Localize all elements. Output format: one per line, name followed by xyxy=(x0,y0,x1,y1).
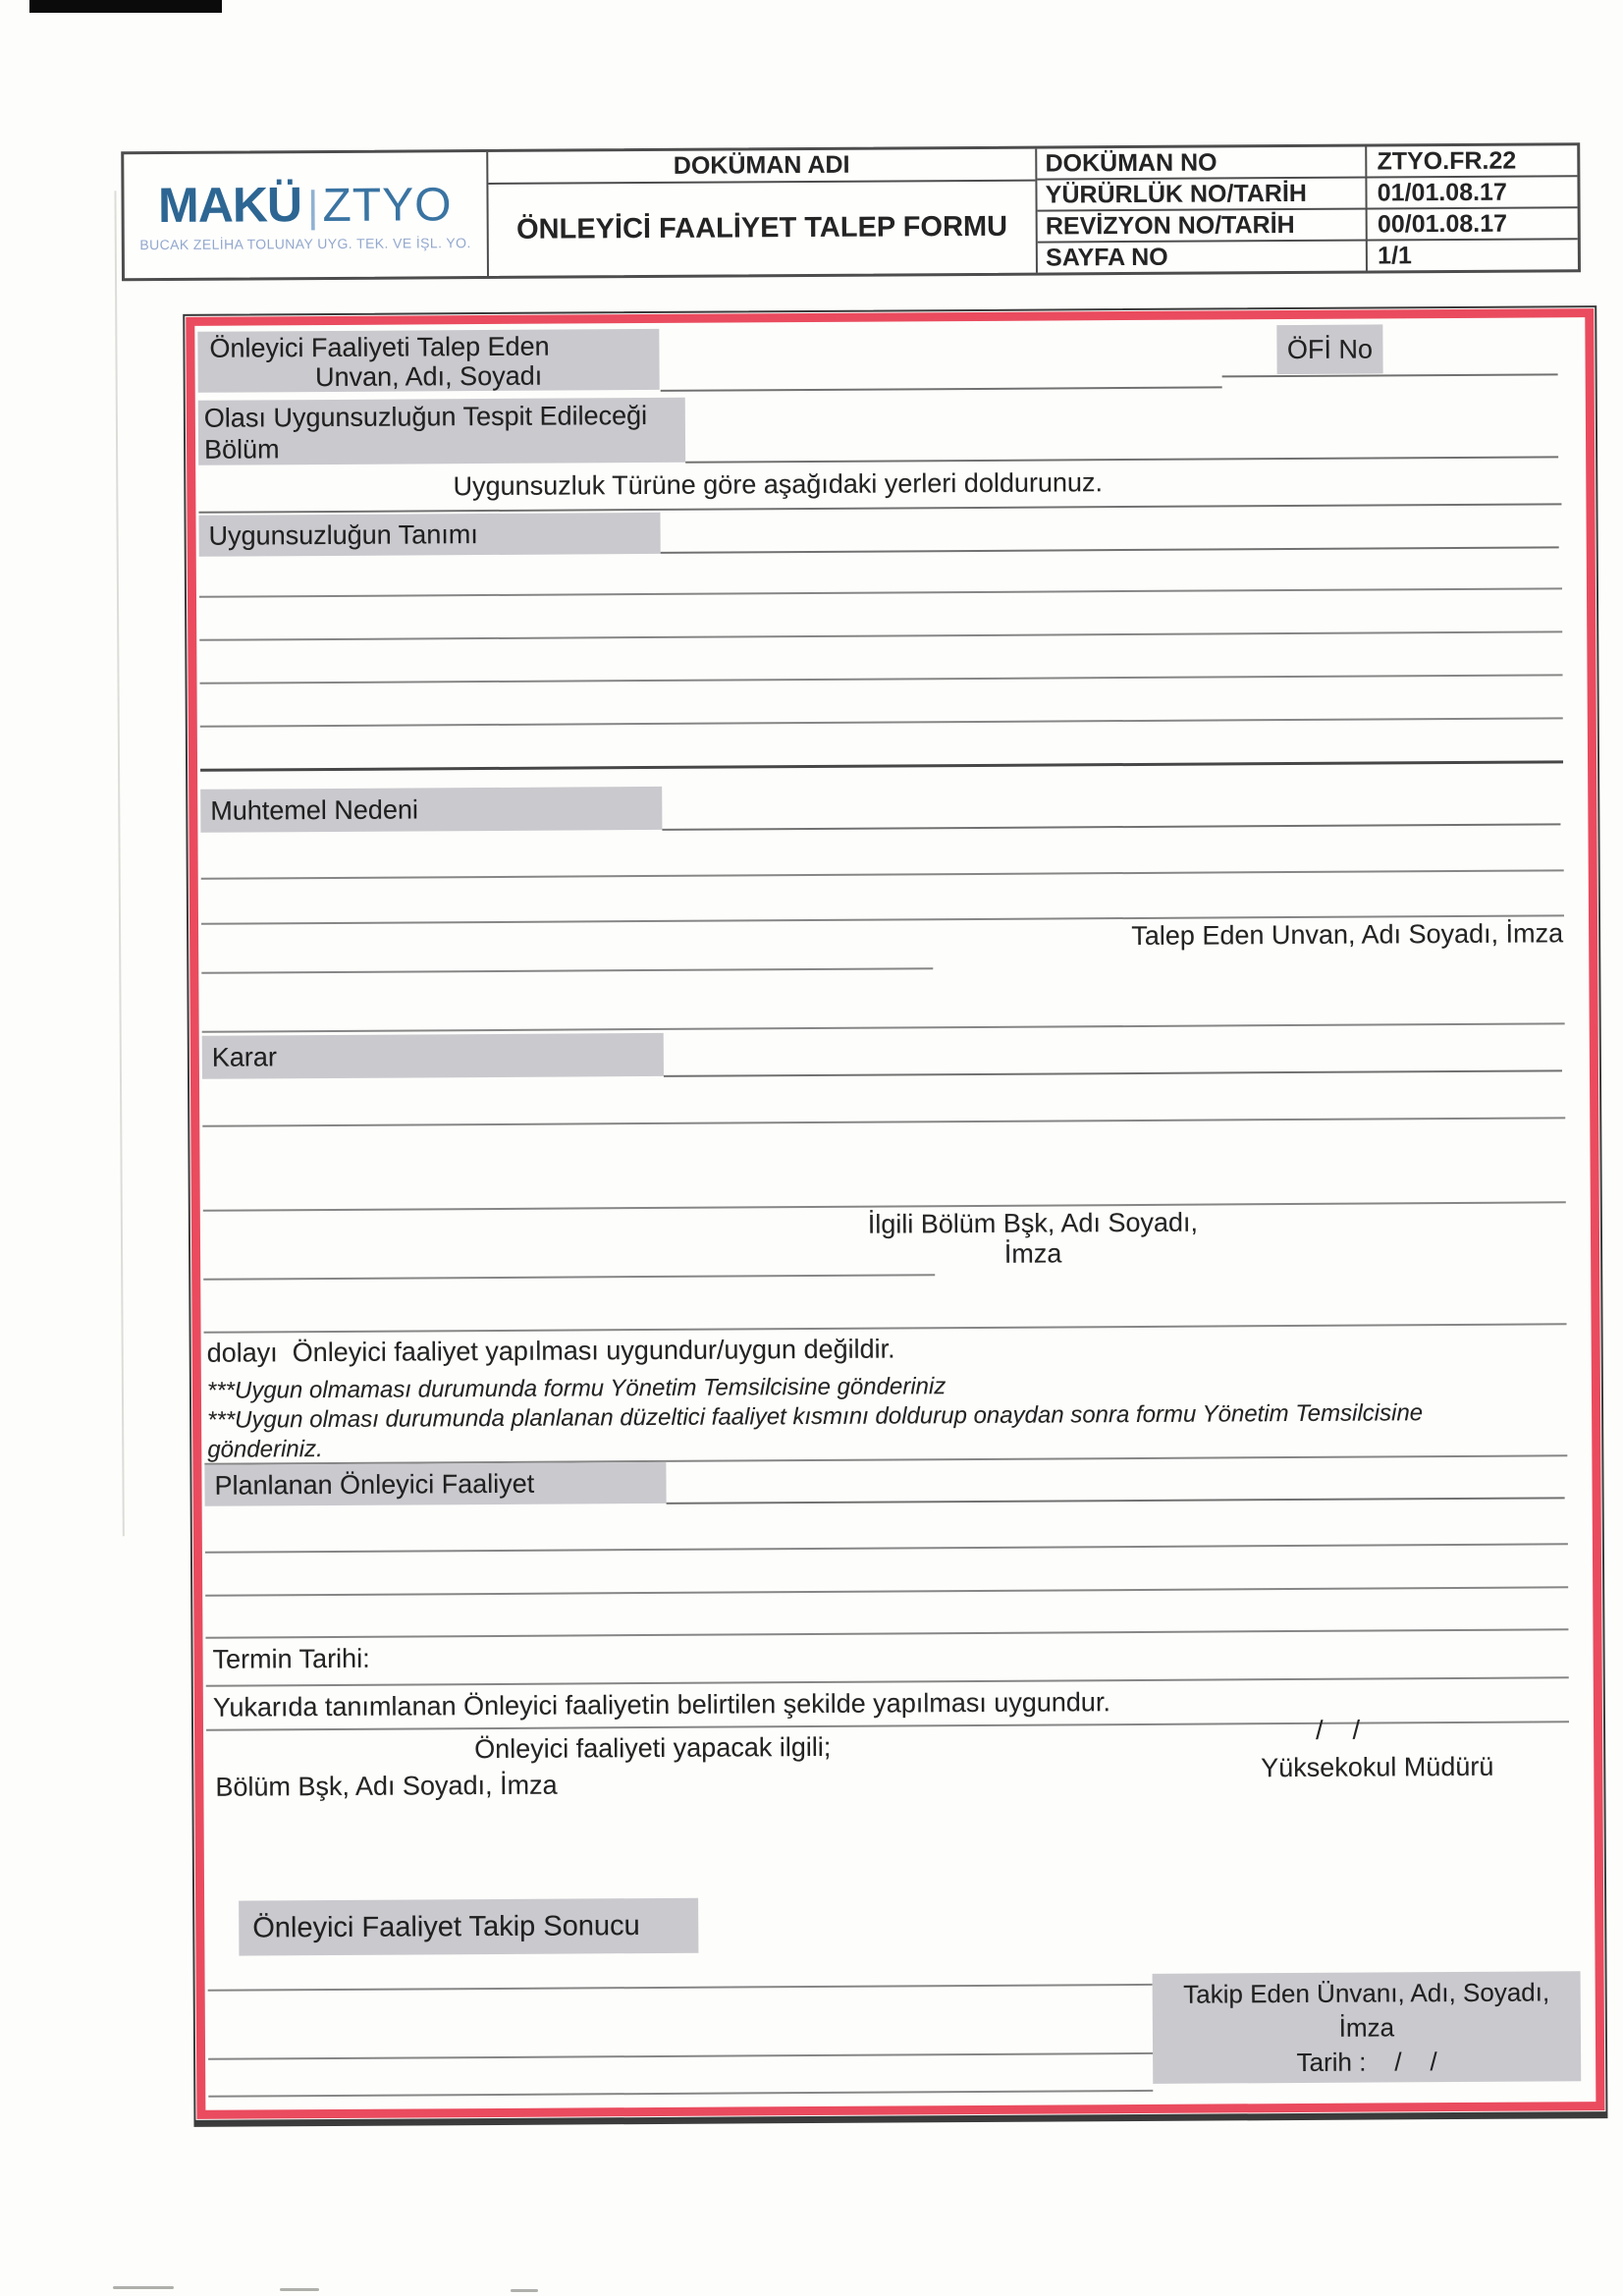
logo-divider: | xyxy=(306,182,319,231)
university-logo xyxy=(124,152,488,278)
department-label xyxy=(198,398,685,465)
logo-wordmark xyxy=(157,176,453,233)
followup-signature-box xyxy=(1153,1971,1582,2084)
dept-head-signature-caption xyxy=(787,1207,1278,1271)
dept-head-signature-line2: İmza xyxy=(1003,1238,1062,1269)
document-name-label: DOKÜMAN ADI xyxy=(488,149,1036,185)
meta-row xyxy=(1037,145,1577,180)
meta-value-yururluk: 01/01.08.17 xyxy=(1377,178,1507,206)
document-title: ÖNLEYİCİ FAALİYET TALEP FORMU xyxy=(515,210,1008,246)
department-label-line2: Bölüm xyxy=(203,434,280,465)
meta-label-dokuman-no: DOKÜMAN NO xyxy=(1037,147,1367,179)
meta-value-sayfa: 1/1 xyxy=(1378,241,1412,269)
meta-row xyxy=(1038,240,1578,272)
followup-signature-line1: Takip Eden Ünvanı, Adı, Soyadı, xyxy=(1183,1976,1550,2009)
footnote-2-line1: ***Uygun olması durumunda planlanan düzeltici faaliyet kısmını doldurup onaydan sonra formu Yönetim Temsilcisine xyxy=(207,1399,1424,1434)
header-table xyxy=(121,142,1581,281)
requester-label-line2: Unvan, Adı, Soyadı xyxy=(314,360,543,393)
decision-label: Karar xyxy=(202,1033,664,1079)
page-edge-shadow xyxy=(114,191,124,1536)
approval-statement: Yukarıda tanımlanan Önleyici faaliyetin belirtilen şekilde yapılması uygundur. xyxy=(212,1687,1110,1722)
followup-result-label: Önleyici Faaliyet Takip Sonucu xyxy=(239,1898,698,1956)
logo-subtitle: BUCAK ZELİHA TOLUNAY UYG. TEK. VE İŞL. YO. xyxy=(139,234,471,252)
meta-label-revizyon: REVİZYON NO/TARİH xyxy=(1038,210,1368,242)
footnote-2-line2: gönderiniz. xyxy=(207,1436,323,1463)
probable-cause-label: Muhtemel Nedeni xyxy=(200,787,662,833)
approval-date-placeholder: / / xyxy=(1315,1715,1361,1745)
followup-signature-date: Tarih : / / xyxy=(1296,2046,1437,2077)
meta-row xyxy=(1038,177,1578,211)
executor-caption: Önleyici faaliyeti yapacak ilgili; xyxy=(474,1731,832,1765)
planned-action-label: Planlanan Önleyici Faaliyet xyxy=(204,1462,666,1506)
logo-brand-secondary: ZTYO xyxy=(322,178,453,232)
dept-head-signature-line1: İlgili Bölüm Bşk, Adı Soyadı, xyxy=(867,1207,1199,1239)
suitability-statement: dolayı Önleyici faaliyet yapılması uygundur/uygun değildir. xyxy=(206,1334,895,1368)
document-name-cell xyxy=(488,149,1036,276)
logo-brand-primary: MAKÜ xyxy=(157,176,302,233)
department-label-line1: Olası Uygunsuzluğun Tespit Edileceği xyxy=(203,401,648,433)
meta-label-sayfa: SAYFA NO xyxy=(1038,242,1368,273)
meta-value-revizyon: 00/01.08.17 xyxy=(1377,209,1508,238)
dept-head-caption: Bölüm Bşk, Adı Soyadı, İmza xyxy=(215,1770,558,1802)
followup-signature-line2: İmza xyxy=(1338,2011,1395,2043)
requester-label xyxy=(197,329,659,393)
instruction-text: Uygunsuzluk Türüne göre aşağıdaki yerleri doldurunuz. xyxy=(453,467,1104,502)
meta-row xyxy=(1038,208,1578,243)
requester-signature-caption: Talep Eden Unvan, Adı Soyadı, İmza xyxy=(1131,918,1564,952)
requester-label-line1: Önleyici Faaliyeti Talep Eden xyxy=(209,331,550,363)
footnote-1: ***Uygun olmaması durumunda formu Yönetim Temsilcisine gönderiniz xyxy=(206,1373,947,1404)
nonconformity-definition-label: Uygunsuzluğun Tanımı xyxy=(198,513,660,557)
meta-value-dokuman-no: ZTYO.FR.22 xyxy=(1377,146,1517,175)
meta-label-yururluk: YÜRÜRLÜK NO/TARİH xyxy=(1038,179,1368,210)
director-caption: Yüksekokul Müdürü xyxy=(1261,1751,1494,1783)
deadline-label: Termin Tarihi: xyxy=(212,1643,370,1674)
ofi-no-label: ÖFİ No xyxy=(1276,324,1382,374)
header-meta-table xyxy=(1035,145,1578,272)
